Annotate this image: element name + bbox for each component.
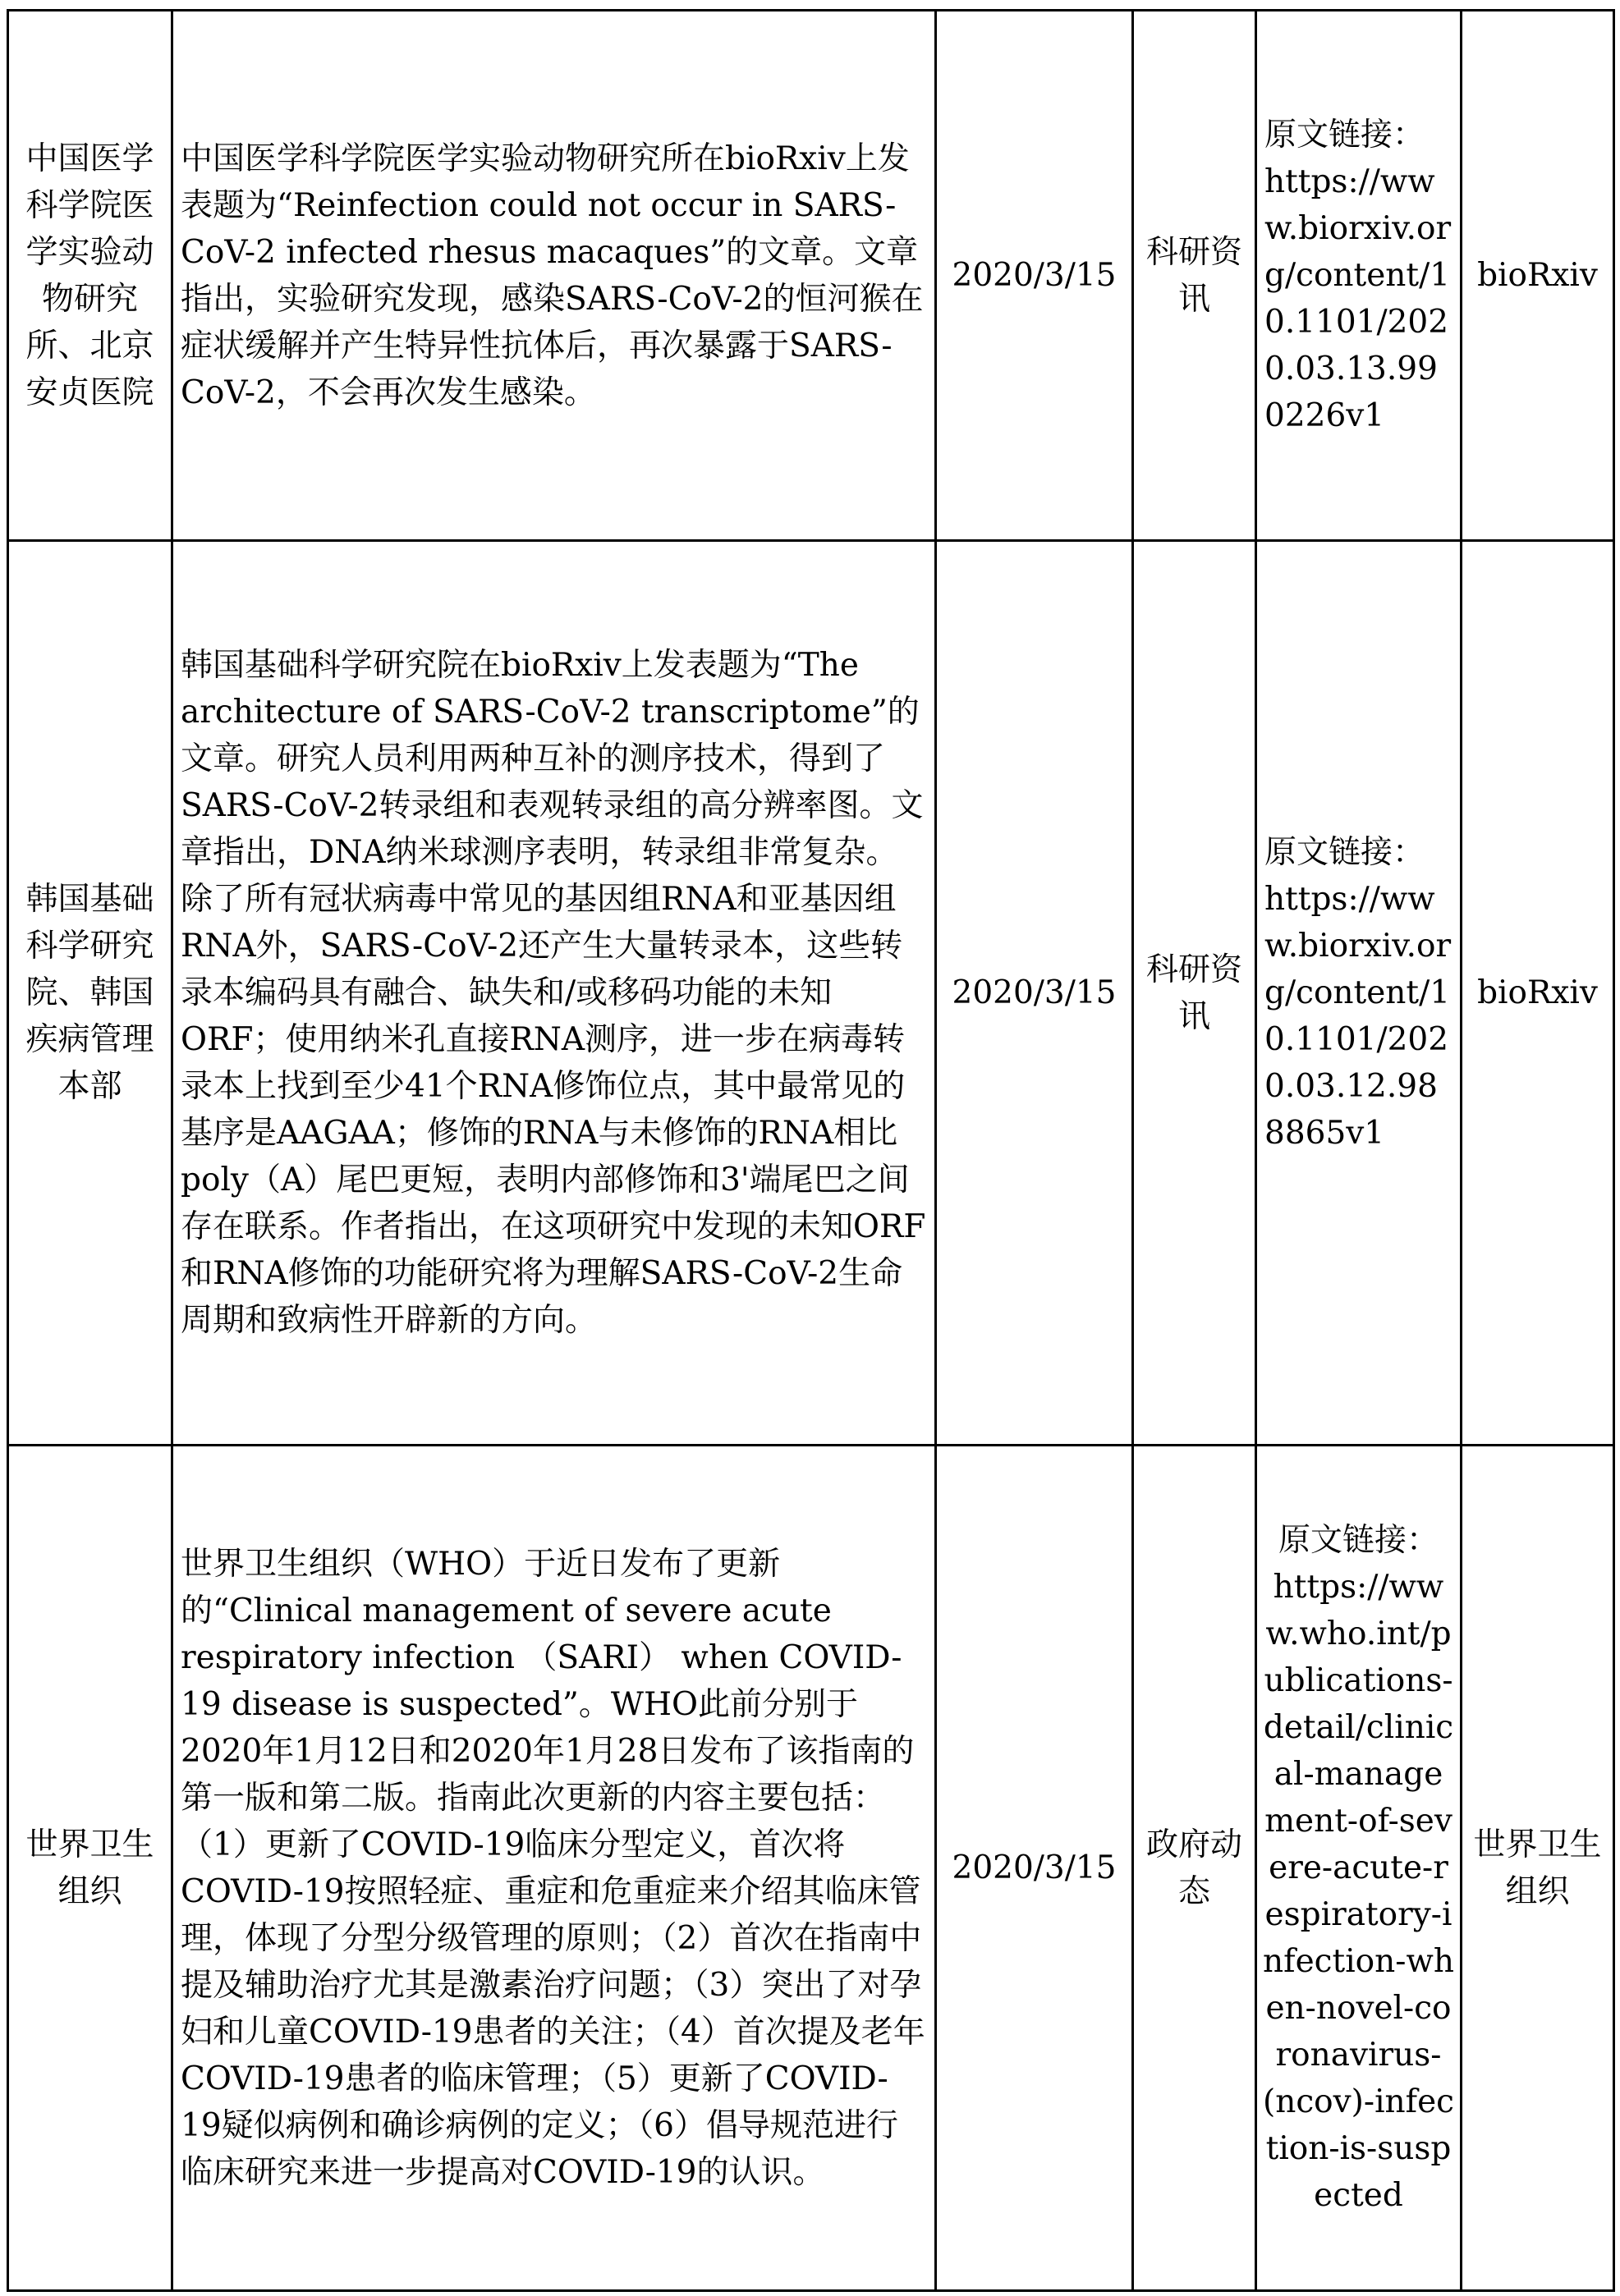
- news-table: [7, 9, 1615, 2292]
- link-label: 原文链接：: [1264, 834, 1425, 871]
- source-link[interactable]: https://www.biorxiv.org/content/10.1101/2020.03.13.990226v1: [1264, 163, 1452, 434]
- table-row: [8, 11, 1614, 541]
- summary-cell: 中国医学科学院医学实验动物研究所在bioRxiv上发表题为“Reinfection could not occur in SARS-CoV-2 infected rhesus macaques”的文章。文章指出，实验研究发现，感染SARS-CoV-2的恒河猴在症状缓解并产生特异性抗体后，再次暴露于SARS-CoV-2，不会再次发生感染。: [172, 11, 936, 541]
- link-label: 原文链接：: [1264, 117, 1425, 154]
- summary-cell: 世界卫生组织（WHO）于近日发布了更新的“Clinical management of severe acute respiratory infection （SARI） when COVID-19 disease is suspected”。WHO此前分别于2020年1月12日和2020年1月28日发布了该指南的第一版和第二版。指南此次更新的内容主要包括：（1）更新了COVID-19临床分型定义，首次将COVID-19按照轻症、重症和危重症来介绍其临床管理，体现了分型分级管理的原则；（2）首次在指南中提及辅助治疗尤其是激素治疗问题；（3）突出了对孕妇和儿童COVID-19患者的关注；（4）首次提及老年COVID-19患者的临床管理；（5）更新了COVID-19疑似病例和确诊病例的定义；（6）倡导规范进行临床研究来进一步提高对COVID-19的认识。: [172, 1446, 936, 2291]
- source-cell: 世界卫生组织: [1462, 1446, 1614, 2291]
- category-cell: 政府动态: [1133, 1446, 1256, 2291]
- summary-cell: 韩国基础科学研究院在bioRxiv上发表题为“The architecture of SARS-CoV-2 transcriptome”的文章。研究人员利用两种互补的测序技术，得到了SARS-CoV-2转录组和表观转录组的高分辨率图。文章指出，DNA纳米球测序表明，转录组非常复杂。除了所有冠状病毒中常见的基因组RNA和亚基因组RNA外，SARS-CoV-2还产生大量转录本，这些转录本编码具有融合、缺失和/或移码功能的未知ORF；使用纳米孔直接RNA测序，进一步在病毒转录本上找到至少41个RNA修饰位点，其中最常见的基序是AAGAA；修饰的RNA与未修饰的RNA相比poly（A）尾巴更短，表明内部修饰和3'端尾巴之间存在联系。作者指出，在这项研究中发现的未知ORF和RNA修饰的功能研究将为理解SARS-CoV-2生命周期和致病性开辟新的方向。: [172, 541, 936, 1446]
- link-label: 原文链接：: [1278, 1522, 1439, 1559]
- source-cell: bioRxiv: [1462, 11, 1614, 541]
- date-cell: 2020/3/15: [936, 541, 1133, 1446]
- source-link[interactable]: https://www.who.int/publications-detail/clinical-management-of-severe-acute-respiratory-infection-when-novel-coronavirus-(ncov)-infection-is-suspected: [1262, 1569, 1455, 2214]
- link-cell: [1256, 11, 1462, 541]
- date-cell: 2020/3/15: [936, 11, 1133, 541]
- table-row: [8, 1446, 1614, 2291]
- category-cell: 科研资讯: [1133, 541, 1256, 1446]
- link-cell: [1256, 541, 1462, 1446]
- table-row: [8, 541, 1614, 1446]
- source-cell: bioRxiv: [1462, 541, 1614, 1446]
- category-cell: 科研资讯: [1133, 11, 1256, 541]
- org-cell: 中国医学科学院医学实验动物研究所、北京安贞医院: [8, 11, 172, 541]
- link-cell: [1256, 1446, 1462, 2291]
- source-link[interactable]: https://www.biorxiv.org/content/10.1101/2020.03.12.988865v1: [1264, 881, 1452, 1152]
- org-cell: 韩国基础科学研究院、韩国疾病管理本部: [8, 541, 172, 1446]
- date-cell: 2020/3/15: [936, 1446, 1133, 2291]
- org-cell: 世界卫生组织: [8, 1446, 172, 2291]
